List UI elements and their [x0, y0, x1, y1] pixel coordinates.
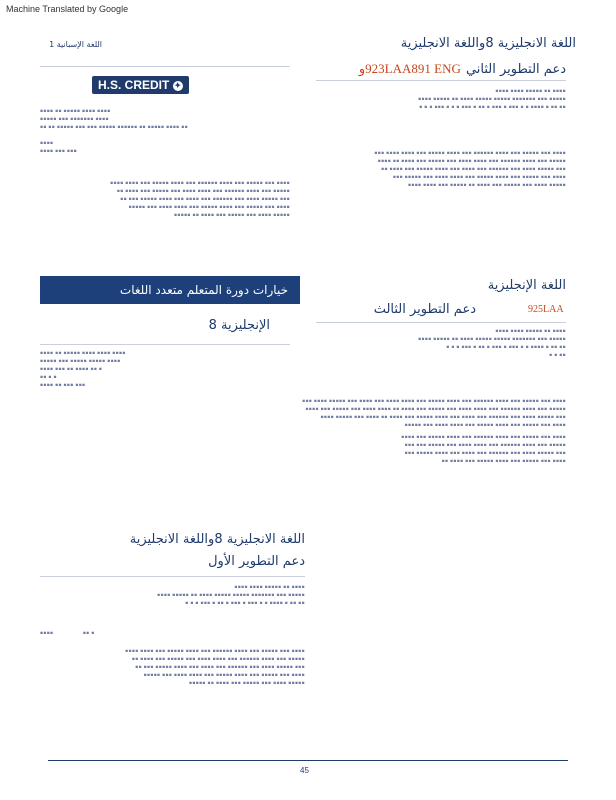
divider	[316, 80, 566, 81]
footer-rule	[48, 760, 568, 761]
divider	[40, 66, 290, 67]
spanish-details: ▪▪▪▪ ▪▪ ▪▪▪▪▪ ▪▪▪▪ ▪▪▪▪ ▪▪▪▪▪ ▪▪▪ ▪▪▪▪▪▪▪ ▪▪▪▪ ▪▪ ▪▪ ▪▪▪▪▪ ▪▪▪ ▪▪▪ ▪▪▪▪▪ ▪▪▪▪▪▪ ▪▪ ▪▪▪▪▪ ▪▪▪▪ ▪▪ ▪▪▪▪ ▪▪▪▪ ▪▪▪ ▪▪▪	[40, 109, 188, 154]
divider	[40, 576, 305, 577]
divider	[316, 322, 566, 323]
course1-description: ▪▪▪▪ ▪▪▪ ▪▪▪▪▪ ▪▪▪ ▪▪▪▪ ▪▪▪▪▪▪ ▪▪▪ ▪▪▪▪ ▪▪▪▪▪ ▪▪▪ ▪▪▪▪ ▪▪▪▪ ▪▪▪ ▪▪▪▪▪ ▪▪▪ ▪▪▪▪ ▪▪▪▪▪▪ ▪▪▪ ▪▪▪▪ ▪▪▪▪ ▪▪▪ ▪▪▪▪▪ ▪▪▪ ▪▪▪▪ ▪▪ ▪▪▪▪ ▪▪▪ ▪▪▪▪▪ ▪▪▪▪ ▪▪▪ ▪▪▪▪▪▪ ▪▪▪ ▪▪▪▪ ▪▪▪ ▪▪▪▪ ▪▪▪▪▪ ▪▪▪ ▪▪▪▪ ▪▪ ▪▪▪▪ ▪▪▪ ▪▪▪▪▪ ▪▪▪ ▪▪▪▪ ▪▪▪▪▪ ▪▪▪ ▪▪▪▪ ▪▪▪▪ ▪▪▪ ▪▪▪▪▪ ▪▪▪ ▪▪▪▪▪ ▪▪▪▪ ▪▪▪ ▪▪▪▪▪ ▪▪▪ ▪▪▪▪ ▪▪ ▪▪▪▪▪ ▪▪▪ ▪▪▪▪ ▪▪▪▪	[374, 151, 566, 188]
eng8-title: الإنجليزية 8	[208, 318, 270, 333]
course2-details: ▪▪▪▪ ▪▪ ▪▪▪▪▪ ▪▪▪▪ ▪▪▪▪ ▪▪▪▪▪ ▪▪▪ ▪▪▪▪▪▪▪ ▪▪▪▪▪ ▪▪▪▪▪ ▪▪▪▪ ▪▪ ▪▪▪▪▪ ▪▪▪▪ ▪▪ ▪▪ ▪ ▪▪▪▪ ▪ ▪ ▪▪▪ ▪ ▪▪▪ ▪ ▪▪ ▪ ▪▪▪ ▪ ▪ ▪ ▪▪ ▪ ▪	[418, 329, 566, 358]
course1-title: اللغة الانجليزية 8واللغة الانجليزية	[400, 36, 576, 51]
spanish-description: ▪▪▪▪ ▪▪▪ ▪▪▪▪▪ ▪▪▪ ▪▪▪▪ ▪▪▪▪▪▪ ▪▪▪ ▪▪▪▪ ▪▪▪▪▪ ▪▪▪ ▪▪▪▪ ▪▪▪▪ ▪▪▪▪▪ ▪▪▪ ▪▪▪▪ ▪▪▪▪▪▪ ▪▪▪ ▪▪▪▪ ▪▪▪▪ ▪▪▪ ▪▪▪▪▪ ▪▪▪ ▪▪▪▪ ▪▪ ▪▪▪ ▪▪▪▪▪ ▪▪▪▪ ▪▪▪ ▪▪▪▪▪▪ ▪▪▪ ▪▪▪▪ ▪▪▪ ▪▪▪▪ ▪▪▪▪▪ ▪▪▪ ▪▪ ▪▪▪▪ ▪▪▪ ▪▪▪▪▪ ▪▪▪ ▪▪▪▪ ▪▪▪▪▪ ▪▪▪ ▪▪▪▪ ▪▪▪▪ ▪▪▪ ▪▪▪▪▪ ▪▪▪▪▪ ▪▪▪▪ ▪▪▪ ▪▪▪▪▪ ▪▪▪ ▪▪▪▪ ▪▪ ▪▪▪▪▪	[110, 181, 290, 218]
mortarboard-icon: ✦	[174, 80, 182, 90]
course3-meta: ▪▪▪▪ ▪▪ ▪	[40, 631, 95, 636]
course3-description: ▪▪▪▪ ▪▪▪ ▪▪▪▪▪ ▪▪▪ ▪▪▪▪ ▪▪▪▪▪▪ ▪▪▪ ▪▪▪▪ ▪▪▪▪▪ ▪▪▪ ▪▪▪▪ ▪▪▪▪ ▪▪▪▪▪ ▪▪▪ ▪▪▪▪ ▪▪▪▪▪▪ ▪▪▪ ▪▪▪▪ ▪▪▪▪ ▪▪▪ ▪▪▪▪▪ ▪▪▪ ▪▪▪▪ ▪▪ ▪▪▪ ▪▪▪▪▪ ▪▪▪▪ ▪▪▪ ▪▪▪▪▪▪ ▪▪▪ ▪▪▪▪ ▪▪▪ ▪▪▪▪ ▪▪▪▪▪ ▪▪▪ ▪▪ ▪▪▪▪ ▪▪▪ ▪▪▪▪▪ ▪▪▪ ▪▪▪▪ ▪▪▪▪▪ ▪▪▪ ▪▪▪▪ ▪▪▪▪ ▪▪▪ ▪▪▪▪▪ ▪▪▪▪▪ ▪▪▪▪ ▪▪▪ ▪▪▪▪▪ ▪▪▪ ▪▪▪▪ ▪▪ ▪▪▪▪▪	[125, 649, 305, 686]
divider	[40, 344, 290, 345]
course2-code: 925LAA	[528, 304, 564, 315]
page-number: 45	[300, 766, 309, 775]
course1-subtitle: دعم التطوير الثاني	[465, 62, 566, 77]
course2-description-lower: ▪▪▪▪ ▪▪▪ ▪▪▪▪▪ ▪▪▪ ▪▪▪▪ ▪▪▪▪▪▪ ▪▪▪ ▪▪▪▪ ▪▪▪▪▪ ▪▪▪ ▪▪▪▪ ▪▪▪▪▪ ▪▪▪ ▪▪▪▪ ▪▪▪▪▪▪ ▪▪▪ ▪▪▪▪ ▪▪▪▪ ▪▪▪ ▪▪▪▪▪ ▪▪▪ ▪▪▪ ▪▪▪ ▪▪▪▪▪ ▪▪▪▪ ▪▪▪ ▪▪▪▪▪▪ ▪▪▪ ▪▪▪▪ ▪▪▪ ▪▪▪▪ ▪▪▪▪▪ ▪▪▪ ▪▪▪▪ ▪▪▪ ▪▪▪▪▪ ▪▪▪ ▪▪▪▪ ▪▪▪▪▪ ▪▪▪ ▪▪▪▪ ▪▪	[401, 435, 566, 464]
multilingual-options-label: خيارات دورة المتعلم متعدد اللغات	[119, 283, 288, 297]
hs-credit-badge	[92, 74, 189, 93]
eng8-details: ▪▪▪▪ ▪▪ ▪▪▪▪▪ ▪▪▪▪ ▪▪▪▪ ▪▪▪▪ ▪▪▪▪▪ ▪▪▪ ▪▪▪▪▪ ▪▪▪▪▪ ▪▪▪▪ ▪▪▪▪ ▪▪▪ ▪▪ ▪▪▪▪ ▪▪ ▪ ▪▪ ▪ ▪ ▪▪▪▪ ▪▪ ▪▪▪ ▪▪▪	[40, 351, 126, 388]
course3-title: اللغة الانجليزية 8واللغة الانجليزية	[129, 532, 305, 547]
spanish-title: اللغة الإسبانية 1	[49, 40, 102, 49]
multilingual-options-banner	[40, 276, 300, 304]
course1-subtitle-row	[306, 58, 566, 76]
course2-subtitle: دعم التطوير الثالث	[373, 302, 476, 317]
course3-subtitle: دعم التطوير الأول	[208, 554, 305, 569]
course1-details: ▪▪▪▪ ▪▪ ▪▪▪▪▪ ▪▪▪▪ ▪▪▪▪ ▪▪▪▪▪ ▪▪▪ ▪▪▪▪▪▪▪ ▪▪▪▪▪ ▪▪▪▪▪ ▪▪▪▪ ▪▪ ▪▪▪▪▪ ▪▪▪▪ ▪▪ ▪▪ ▪ ▪▪▪▪ ▪ ▪ ▪▪▪ ▪ ▪▪▪ ▪ ▪▪ ▪ ▪▪▪ ▪ ▪ ▪ ▪▪▪ ▪ ▪ ▪	[418, 89, 566, 110]
course2-title: اللغة الإنجليزية	[487, 278, 566, 293]
hs-credit-label: H.S. CREDIT ✦	[92, 76, 189, 94]
course1-code: 923LAA891 ENGو	[358, 61, 461, 76]
course3-details: ▪▪▪▪ ▪▪ ▪▪▪▪▪ ▪▪▪▪ ▪▪▪▪ ▪▪▪▪▪ ▪▪▪ ▪▪▪▪▪▪▪ ▪▪▪▪▪ ▪▪▪▪▪ ▪▪▪▪ ▪▪ ▪▪▪▪▪ ▪▪▪▪ ▪▪ ▪▪ ▪ ▪▪▪▪ ▪ ▪ ▪▪▪ ▪ ▪▪▪ ▪ ▪▪ ▪ ▪▪▪ ▪ ▪ ▪	[157, 585, 305, 606]
machine-translated-banner: Machine Translated by Google	[6, 4, 129, 14]
course2-description-upper: ▪▪▪▪ ▪▪▪ ▪▪▪▪▪ ▪▪▪ ▪▪▪▪ ▪▪▪▪▪▪ ▪▪▪ ▪▪▪▪ ▪▪▪▪▪ ▪▪▪ ▪▪▪▪ ▪▪▪▪ ▪▪▪ ▪▪▪▪ ▪▪▪ ▪▪▪▪▪ ▪▪▪▪ ▪▪▪ ▪▪▪▪▪ ▪▪▪ ▪▪▪▪ ▪▪▪▪▪▪ ▪▪▪ ▪▪▪▪ ▪▪▪▪ ▪▪▪ ▪▪▪▪▪ ▪▪▪ ▪▪▪▪ ▪▪ ▪▪▪▪ ▪▪▪▪ ▪▪▪ ▪▪▪▪▪ ▪▪▪ ▪▪▪▪ ▪▪▪ ▪▪▪▪▪ ▪▪▪▪ ▪▪▪ ▪▪▪▪▪▪ ▪▪▪ ▪▪▪▪ ▪▪▪ ▪▪▪▪ ▪▪▪▪▪ ▪▪▪ ▪▪▪▪ ▪▪ ▪▪▪▪ ▪▪▪ ▪▪▪▪▪ ▪▪▪▪ ▪▪▪▪ ▪▪▪ ▪▪▪▪▪ ▪▪▪ ▪▪▪▪ ▪▪▪▪▪ ▪▪▪ ▪▪▪▪ ▪▪▪▪ ▪▪▪ ▪▪▪▪▪	[302, 399, 566, 428]
